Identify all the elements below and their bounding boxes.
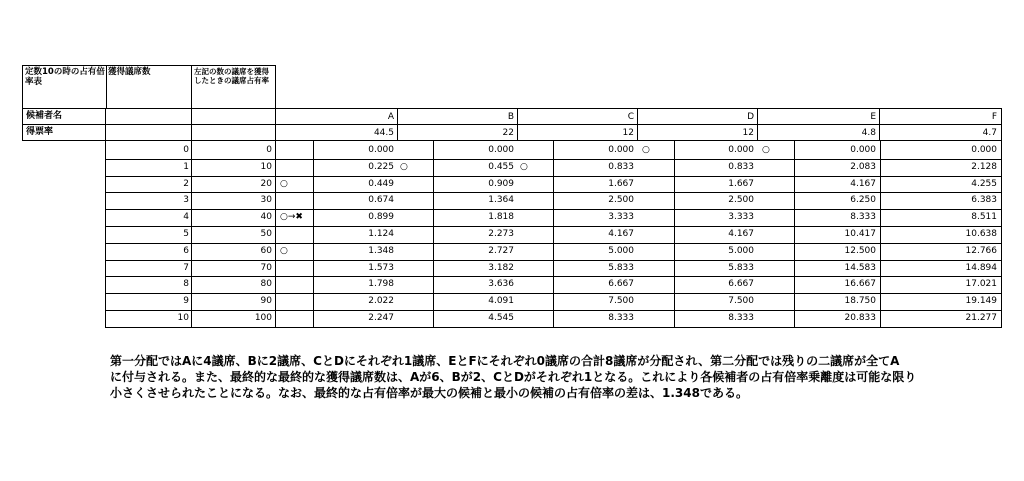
value-cell: 1.124 (368, 229, 394, 239)
paragraph-line: 小さくさせられたことになる。なお、最終的な占有倍率が最大の候補と最小の候補の占有倍率の差は、1.348である。 (110, 386, 748, 400)
candidate-name: B (507, 112, 514, 122)
value-cell: 6.667 (608, 279, 634, 290)
share-cell: 100 (254, 313, 272, 323)
value-cell: 1.667 (728, 178, 754, 189)
grid-line (880, 140, 881, 327)
value-cell: 6.667 (728, 279, 754, 290)
value-cell: 20.833 (844, 313, 876, 323)
value-cell: 2.500 (608, 195, 634, 206)
value-cell: 2.273 (488, 229, 514, 239)
value-cell: 0.909 (488, 178, 514, 189)
share-cell: 0 (266, 145, 272, 155)
value-cell: 4.167 (608, 229, 634, 239)
candidate-name: F (991, 112, 997, 122)
value-cell: 4.091 (488, 296, 514, 307)
share-cell: 10 (260, 161, 272, 172)
candidate-name: A (387, 112, 394, 122)
value-cell: 5.000 (728, 245, 754, 256)
share-cell: 30 (260, 195, 272, 206)
grid-line (105, 260, 1002, 261)
value-cell: 5.833 (728, 262, 754, 273)
grid-line (191, 65, 192, 109)
mark-cell: ○→✖ (280, 212, 303, 223)
grid-line (397, 108, 398, 141)
value-cell: 7.500 (608, 296, 634, 307)
share-cell: 60 (260, 245, 272, 256)
value-cell: 0.899 (368, 212, 394, 223)
value-cell: 2.500 (728, 195, 754, 206)
grid-line (105, 226, 1002, 227)
grid-line (105, 209, 1002, 210)
value-cell: 10.638 (965, 229, 997, 239)
value-cell: 2.128 (971, 161, 997, 172)
grid-line (313, 140, 314, 327)
value-cell: 0.674 (368, 195, 394, 206)
value-cell: 6.383 (971, 195, 997, 206)
value-cell: 2.727 (488, 245, 514, 256)
candidate-name: E (870, 112, 876, 122)
mark-cell: ○ (280, 178, 288, 189)
value-cell: 0.225 (368, 161, 394, 172)
vote-rate: 22 (502, 128, 514, 138)
mark-cell: ○ (642, 145, 650, 155)
value-cell: 0.455 (488, 161, 514, 172)
value-cell: 4.167 (728, 229, 754, 239)
vote-rate: 44.5 (373, 128, 394, 138)
value-cell: 5.000 (608, 245, 634, 256)
value-cell: 2.022 (368, 296, 394, 307)
grid-line (637, 108, 638, 141)
value-cell: 18.750 (844, 296, 876, 307)
value-cell: 19.149 (965, 296, 997, 307)
value-cell: 8.511 (971, 212, 997, 223)
value-cell: 12.766 (965, 245, 997, 256)
value-cell: 1.364 (488, 195, 514, 206)
value-cell: 8.333 (850, 212, 876, 223)
grid-line (105, 276, 1002, 277)
value-cell: 0.449 (368, 178, 394, 189)
value-cell: 8.333 (728, 313, 754, 323)
grid-line (517, 108, 518, 141)
candidate-name: C (627, 112, 634, 122)
value-cell: 1.798 (368, 279, 394, 290)
grid-line (275, 65, 276, 109)
grid-line (105, 192, 1002, 193)
vote-rate: 12 (622, 128, 634, 138)
table-title: 定数10の時の占有倍率表 (25, 67, 105, 87)
share-cell: 70 (260, 262, 272, 273)
value-cell: 2.247 (368, 313, 394, 323)
ratio-header: 左記の数の議席を獲得したときの議席占有率 (194, 67, 269, 85)
mark-cell: ○ (762, 145, 770, 155)
grid-line (22, 124, 1002, 125)
value-cell: 4.545 (488, 313, 514, 323)
share-cell: 50 (260, 229, 272, 239)
share-cell: 80 (260, 279, 272, 290)
candidate-name: D (747, 112, 754, 122)
seats-cell: 5 (183, 229, 189, 239)
seats-cell: 6 (183, 245, 189, 256)
value-cell: 10.417 (844, 229, 876, 239)
seats-cell: 10 (177, 313, 189, 323)
value-cell: 3.333 (608, 212, 634, 223)
seats-header: 獲得議席数 (108, 67, 151, 77)
value-cell: 0.000 (608, 145, 634, 155)
value-cell: 4.255 (971, 178, 997, 189)
seats-cell: 9 (183, 296, 189, 307)
value-cell: 14.894 (965, 262, 997, 273)
paragraph-line: 第一分配ではAに4議席、Bに2議席、CとDにそれぞれ1議席、EとFにそれぞれ0議席の合計8議席が分配され、第二分配では残りの二議席が全てA (110, 354, 900, 368)
grid-line (22, 65, 276, 66)
grid-line (674, 140, 675, 327)
value-cell: 16.667 (844, 279, 876, 290)
grid-line (553, 140, 554, 327)
value-cell: 8.333 (608, 313, 634, 323)
grid-line (757, 108, 758, 141)
value-cell: 3.333 (728, 212, 754, 223)
seats-cell: 2 (183, 178, 189, 189)
explanation-paragraph (110, 353, 1010, 401)
value-cell: 0.000 (728, 145, 754, 155)
value-cell: 17.021 (965, 279, 997, 290)
value-cell: 1.348 (368, 245, 394, 256)
value-cell: 14.583 (844, 262, 876, 273)
vote-rate: 4.8 (861, 128, 876, 138)
grid-line (105, 310, 1002, 311)
value-cell: 3.182 (488, 262, 514, 273)
candidate-label: 候補者名 (26, 111, 63, 121)
value-cell: 3.636 (488, 279, 514, 290)
value-cell: 0.833 (608, 161, 634, 172)
share-cell: 90 (260, 296, 272, 307)
value-cell: 0.833 (728, 161, 754, 172)
grid-line (22, 140, 1002, 141)
value-cell: 1.818 (488, 212, 514, 223)
value-cell: 6.250 (850, 195, 876, 206)
seats-cell: 7 (183, 262, 189, 273)
mark-cell: ○ (280, 245, 288, 256)
vote-rate: 4.7 (982, 128, 997, 138)
value-cell: 0.000 (850, 145, 876, 155)
value-cell: 0.000 (368, 145, 394, 155)
vote-rate: 12 (742, 128, 754, 138)
grid-line (106, 65, 107, 109)
seats-cell: 0 (183, 145, 189, 155)
value-cell: 4.167 (850, 178, 876, 189)
grid-line (433, 140, 434, 327)
grid-line (22, 65, 23, 141)
grid-line (105, 327, 1002, 328)
seats-cell: 8 (183, 279, 189, 290)
value-cell: 1.667 (608, 178, 634, 189)
grid-line (794, 140, 795, 327)
grid-line (105, 243, 1002, 244)
grid-line (105, 293, 1002, 294)
value-cell: 0.000 (488, 145, 514, 155)
grid-line (22, 108, 1002, 109)
seats-cell: 1 (183, 161, 189, 172)
seats-cell: 4 (183, 212, 189, 223)
value-cell: 2.083 (850, 161, 876, 172)
mark-cell: ○ (520, 161, 528, 172)
value-cell: 12.500 (844, 245, 876, 256)
grid-line (105, 176, 1002, 177)
value-cell: 1.573 (368, 262, 394, 273)
share-cell: 20 (260, 178, 272, 189)
mark-cell: ○ (400, 161, 408, 172)
grid-line (105, 159, 1002, 160)
paragraph-line: に付与される。また、最終的な最終的な獲得議席数は、Aが6、Bが2、CとDがそれぞれ1となる。これにより各候補者の占有倍率乗離度は可能な限り (110, 370, 917, 384)
grid-line (879, 108, 880, 141)
vote-rate-label: 得票率 (26, 127, 54, 137)
share-cell: 40 (260, 212, 272, 223)
value-cell: 7.500 (728, 296, 754, 307)
value-cell: 5.833 (608, 262, 634, 273)
value-cell: 0.000 (971, 145, 997, 155)
value-cell: 21.277 (965, 313, 997, 323)
seats-cell: 3 (183, 195, 189, 206)
